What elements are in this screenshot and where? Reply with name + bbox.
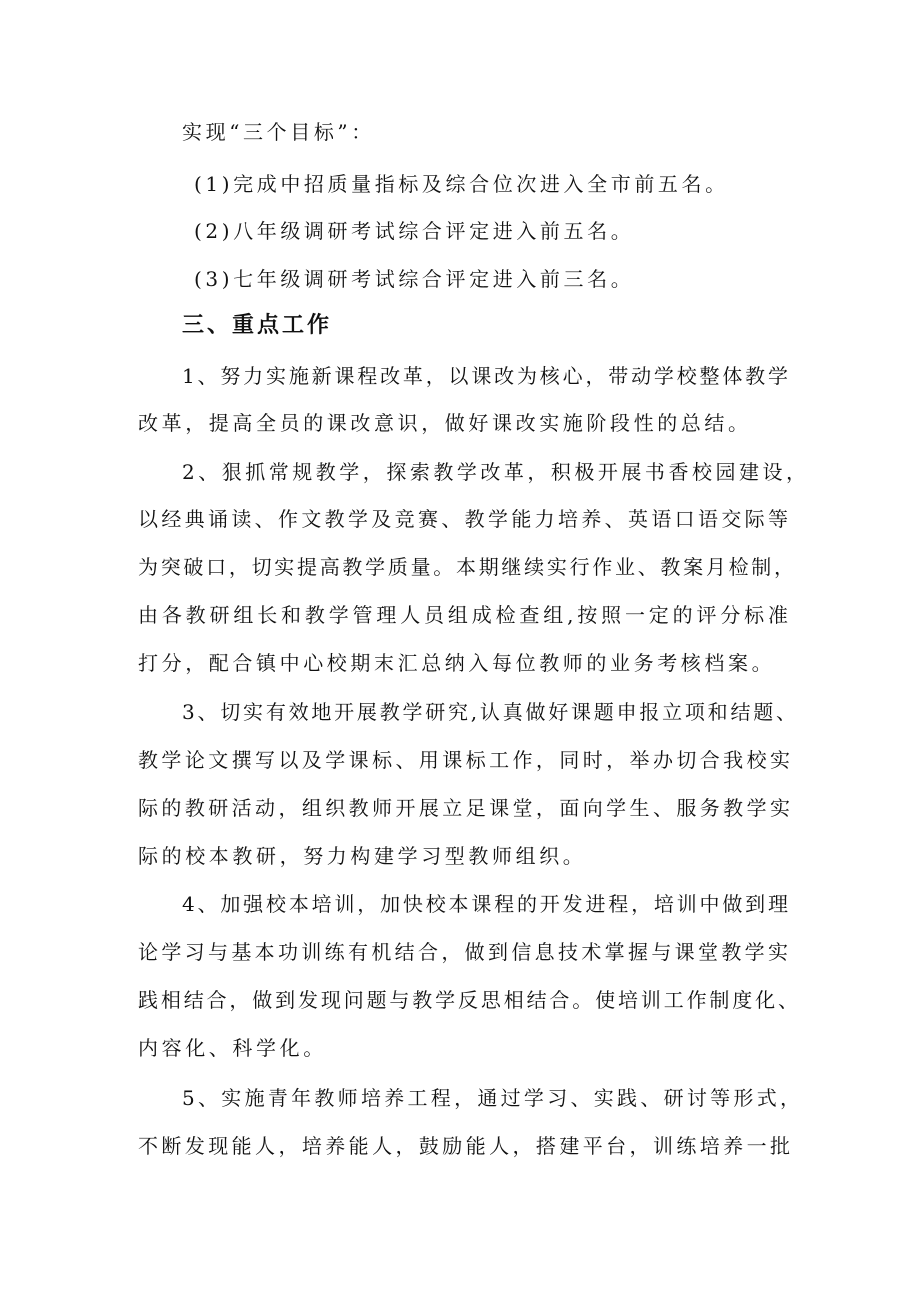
paragraph-line: 改革，提高全员的课改意识，做好课改实施阶段性的总结。 — [138, 411, 752, 435]
paragraph-line: 内容化、科学化。 — [138, 1036, 327, 1060]
paragraph-line: 2、狠抓常规教学，探索教学改革，积极开展书香校园建设， — [182, 460, 806, 484]
paragraph-line: 打分，配合镇中心校期末汇总纳入每位教师的业务考核档案。 — [138, 651, 776, 675]
goal-item-3: (3)七年级调研考试综合评定进入前三名。 — [194, 267, 635, 291]
goal-item-1: (1)完成中招质量指标及综合位次进入全市前五名。 — [194, 172, 729, 196]
paragraph-line: 为突破口，切实提高教学质量。本期继续实行作业、教案月检制， — [138, 555, 794, 579]
paragraph-line: 1、努力实施新课程改革，以课改为核心，带动学校整体教学 — [182, 364, 788, 388]
paragraph-line: 教学论文撰写以及学课标、用课标工作，同时，举办切合我校实 — [138, 748, 790, 772]
goal-item-2: (2)八年级调研考试综合评定进入前五名。 — [194, 219, 635, 243]
paragraph-line: 际的校本教研，努力构建学习型教师组织。 — [138, 844, 587, 868]
paragraph-line: 论学习与基本功训练有机结合，做到信息技术掌握与课堂教学实 — [138, 940, 788, 964]
paragraph-line: 4、加强校本培训，加快校本课程的开发进程，培训中做到理 — [182, 892, 788, 916]
section-heading: 三、重点工作 — [182, 313, 333, 338]
paragraph-line: 3、切实有效地开展教学研究,认真做好课题申报立项和结题、 — [182, 700, 796, 724]
paragraph-line: 际的教研活动，组织教师开展立足课堂，面向学生、服务教学实 — [138, 796, 790, 820]
goals-intro: 实现“三个目标”： — [182, 120, 375, 144]
paragraph-line: 以经典诵读、作文教学及竞赛、教学能力培养、英语口语交际等 — [138, 507, 788, 531]
paragraph-line: 不断发现能人，培养能人，鼓励能人，搭建平台，训练培养一批 — [138, 1134, 790, 1158]
paragraph-line: 践相结合，做到发现问题与教学反思相结合。使培训工作制度化、 — [138, 988, 798, 1012]
paragraph-line: 由各教研组长和教学管理人员组成检查组,按照一定的评分标准 — [138, 603, 788, 627]
paragraph-line: 5、实施青年教师培养工程，通过学习、实践、研讨等形式， — [182, 1086, 800, 1110]
